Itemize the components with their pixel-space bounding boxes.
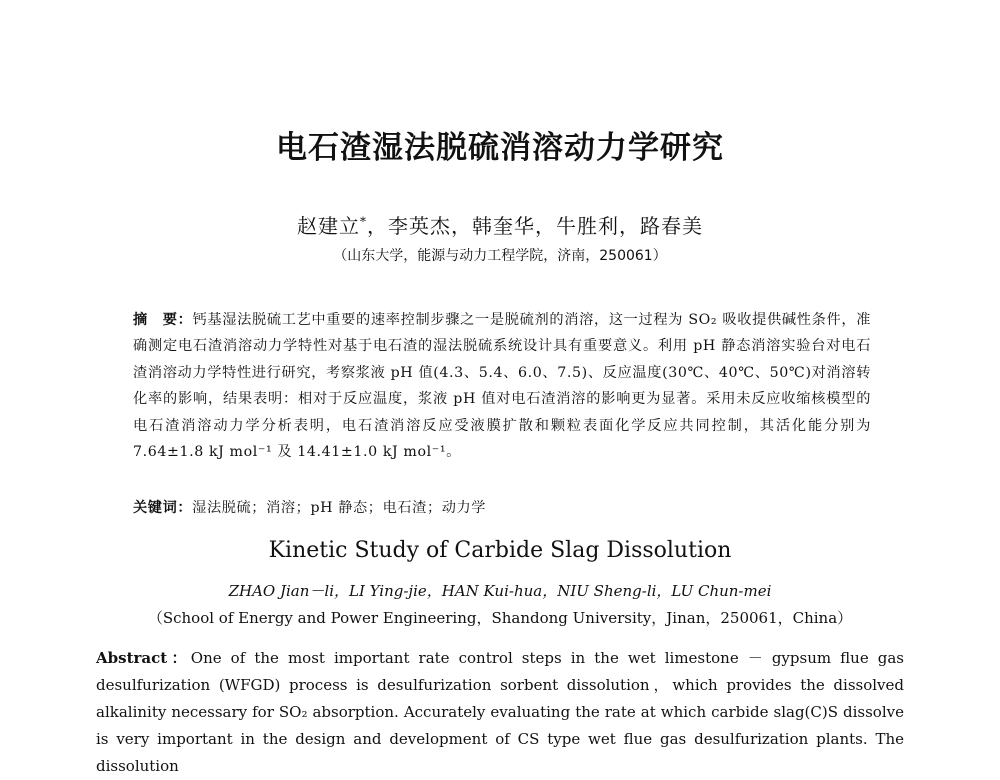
other-authors-cn: ，李英杰，韩奎华，牛胜利，路春美 (367, 214, 703, 238)
keywords-cn (133, 497, 871, 517)
abstract-en (96, 645, 904, 780)
affiliation-cn: （山东大学，能源与动力工程学院，济南，250061） (333, 248, 667, 264)
abstract-en-label: Abstract： (96, 649, 191, 667)
corresponding-mark: * (360, 214, 367, 229)
abstract-cn-text: 钙基湿法脱硫工艺中重要的速率控制步骤之一是脱硫剂的消溶，这一过程为 SO₂ 吸收提供碱性条件，准确测定电石渣消溶动力学特性对基于电石渣的湿法脱硫系统设计具有重要意义。利用 pH 静态消溶实验台对电石渣消溶动力学特性进行研究，考察浆液 pH 值(4.3、5.4、6.0、7.5)、反应温度(30℃、40℃、50℃)对消溶转化率的影响，结果表明：相对于反应温度，浆液 pH 值对电石渣消溶的影响更为显著。采用未反应收缩核模型的电石渣消溶动力学分析表明，电石渣消溶反应受液膜扩散和颗粒表面化学反应共同控制，其活化能分别为 7.64±1.8 kJ mol⁻¹ 及 14.41±1.0 kJ mol⁻¹。 (133, 312, 871, 461)
keywords-label: 关键词： (133, 500, 193, 516)
paper-title-cn: 电石渣湿法脱硫消溶动力学研究 (276, 130, 724, 166)
abstract-cn-label: 摘 要： (133, 312, 193, 328)
abstract-en-text: One of the most important rate control steps in the wet limestone － gypsum flue gas desulfurization (WFGD) process is desulfurization sorbent dissolution，which provides the dissolved alkalinity necessary for SO₂ absorption. Accurately evaluating the rate at which carbide slag(C)S dissolve is very important in the design and development of CS type wet flue gas desulfurization plants. The dissolution (96, 649, 905, 775)
paper-title-en: Kinetic Study of Carbide Slag Dissolution (268, 538, 732, 563)
first-author-cn: 赵建立 (297, 214, 360, 238)
abstract-cn (133, 307, 871, 465)
keywords-text: 湿法脱硫；消溶；pH 静态；电石渣；动力学 (192, 500, 487, 516)
affiliation-en: （School of Energy and Power Engineering，Shandong University，Jinan，250061，China） (147, 609, 853, 627)
author-list-cn (0, 210, 1000, 239)
author-list-en: ZHAO Jian－li，LI Ying-jie，HAN Kui-hua，NIU Sheng-li，LU Chun-mei (228, 582, 772, 600)
